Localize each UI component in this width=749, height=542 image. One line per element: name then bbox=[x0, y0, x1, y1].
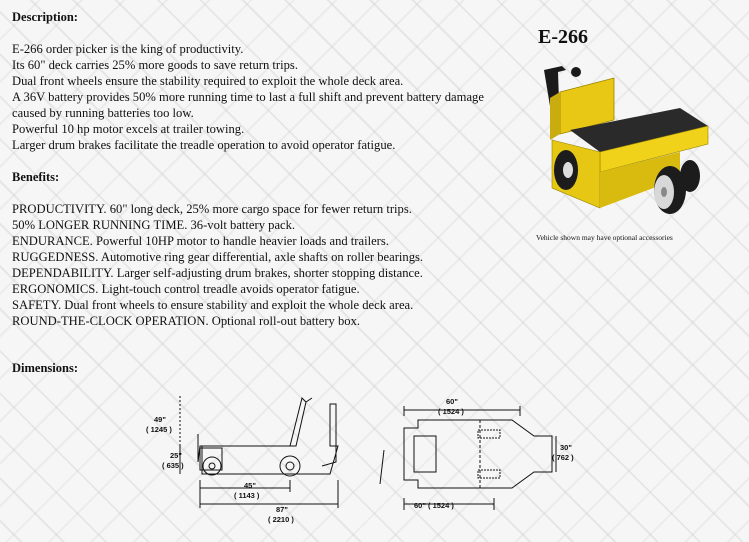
side-height-in: 49" bbox=[154, 415, 166, 424]
description-list bbox=[12, 41, 484, 153]
description-heading: Description: bbox=[12, 10, 78, 24]
benefit-line: PRODUCTIVITY. 60" long deck, 25% more cargo space for fewer return trips. bbox=[12, 202, 412, 216]
side-height-mm: ( 1245 ) bbox=[146, 425, 172, 434]
top-width-mm: ( 1524 ) bbox=[438, 407, 464, 416]
description-line: E-266 order picker is the king of productivity. bbox=[12, 42, 244, 56]
benefits-list bbox=[12, 201, 423, 329]
benefit-line: DEPENDABILITY. Larger self-adjusting drum brakes, shorter stopping distance. bbox=[12, 266, 423, 280]
model-title: E-266 bbox=[538, 26, 588, 48]
side-wheelbase-in: 45" bbox=[244, 481, 256, 490]
side-length-mm: ( 2210 ) bbox=[268, 515, 294, 524]
benefit-line: ERGONOMICS. Light-touch control treadle avoids operator fatigue. bbox=[12, 282, 360, 296]
description-line: Larger drum brakes facilitate the treadle operation to avoid operator fatigue. bbox=[12, 138, 396, 152]
side-view-frame bbox=[198, 398, 306, 462]
benefit-line: SAFETY. Dual front wheels to ensure stability and exploit the whole deck area. bbox=[12, 298, 414, 312]
top-deck-label: 60" ( 1524 ) bbox=[414, 501, 454, 510]
dimensions-diagram bbox=[140, 384, 600, 534]
benefit-line: 50% LONGER RUNNING TIME. 36-volt battery pack. bbox=[12, 218, 296, 232]
description-line: Its 60" deck carries 25% more goods to save return trips. bbox=[12, 58, 298, 72]
vehicle-caption: Vehicle shown may have optional accessories bbox=[536, 233, 673, 242]
top-depth-in: 30" bbox=[560, 443, 572, 452]
top-width-in: 60" bbox=[446, 397, 458, 406]
side-wheelbase-mm: ( 1143 ) bbox=[234, 491, 260, 500]
benefit-line: ROUND-THE-CLOCK OPERATION. Optional roll-out battery box. bbox=[12, 314, 361, 328]
description-line: A 36V battery provides 50% more running time to last a full shift and prevent battery damage bbox=[12, 90, 484, 104]
description-line: Powerful 10 hp motor excels at trailer towing. bbox=[12, 122, 245, 136]
description-line: Dual front wheels ensure the stability required to exploit the whole deck area. bbox=[12, 74, 404, 88]
vehicle-photo bbox=[530, 58, 710, 228]
benefits-heading: Benefits: bbox=[12, 170, 60, 184]
benefit-line: RUGGEDNESS. Automotive ring gear differential, axle shafts on roller bearings. bbox=[12, 250, 424, 264]
description-line: caused by running batteries too low. bbox=[12, 106, 194, 120]
dimensions-heading: Dimensions: bbox=[12, 361, 78, 375]
top-depth-mm: ( 762 ) bbox=[552, 453, 574, 462]
side-deck-in: 25" bbox=[170, 451, 182, 460]
benefit-line: ENDURANCE. Powerful 10HP motor to handle heavier loads and trailers. bbox=[12, 234, 389, 248]
side-deck-mm: ( 635 ) bbox=[162, 461, 184, 470]
side-length-in: 87" bbox=[276, 505, 288, 514]
